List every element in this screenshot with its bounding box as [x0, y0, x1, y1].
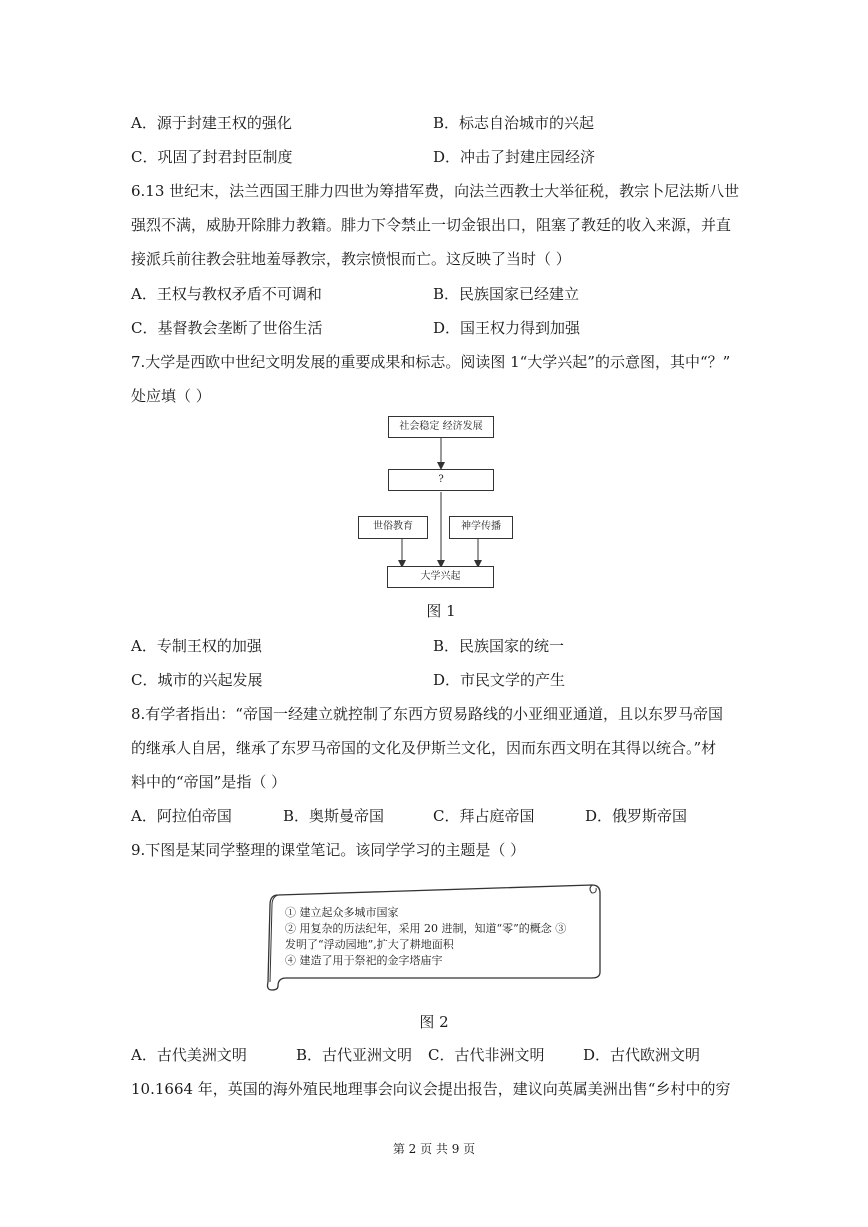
q9-option-c: C．古代非洲文明	[428, 1046, 545, 1064]
q6-option-a: A．王权与教权矛盾不可调和	[131, 285, 322, 303]
q9-option-d: D．古代欧洲文明	[583, 1046, 701, 1064]
scroll-note-4: ④ 建造了用于祭祀的金字塔庙宇	[285, 954, 443, 967]
q5-option-b: B．标志自治城市的兴起	[433, 114, 595, 132]
q7-option-a: A．专制王权的加强	[131, 637, 262, 655]
flow-box-bottom: 大学兴起	[387, 566, 494, 588]
q8-option-d: D．俄罗斯帝国	[585, 807, 688, 825]
q8-stem-line-1: 8.有学者指出：“帝国一经建立就控制了东西方贸易路线的小亚细亚通道，且以东罗马帝国	[131, 705, 723, 723]
q7-option-b: B．民族国家的统一	[433, 637, 565, 655]
q5-option-d: D．冲击了封建庄园经济	[433, 148, 596, 166]
q8-option-b: B．奥斯曼帝国	[283, 807, 385, 825]
q9-option-b: B．古代亚洲文明	[296, 1046, 413, 1064]
flow-box-right: 神学传播	[449, 516, 513, 539]
flow-box-middle: ?	[388, 469, 494, 491]
q7-option-c: C．城市的兴起发展	[131, 671, 263, 689]
q8-option-c: C．拜占庭帝国	[433, 807, 535, 825]
q7-option-d: D．市民文学的产生	[433, 671, 566, 689]
q6-option-d: D．国王权力得到加强	[433, 319, 581, 337]
figure-2-caption: 图 2	[419, 1013, 449, 1031]
q6-stem-line-2: 强烈不满，威胁开除腓力教籍。腓力下令禁止一切金银出口，阻塞了教廷的收入来源，并直	[131, 216, 732, 234]
page-footer: 第 2 页 共 9 页	[392, 1142, 476, 1156]
q10-stem: 10.1664 年，英国的海外殖民地理事会向议会提出报告，建议向英属美洲出售“乡村中的穷	[131, 1080, 731, 1098]
q7-stem-line-2: 处应填（ ）	[131, 387, 211, 405]
q9-option-a: A．古代美洲文明	[131, 1046, 247, 1064]
flow-box-left: 世俗教育	[358, 516, 428, 539]
q6-option-c: C．基督教会垄断了世俗生活	[131, 319, 323, 337]
q8-stem-line-3: 料中的“帝国”是指（ ）	[131, 773, 287, 791]
q6-option-b: B．民族国家已经建立	[433, 285, 580, 303]
q6-stem-line-1: 6.13 世纪末，法兰西国王腓力四世为筹措军费，向法兰西教士大举征税，教宗卜尼法斯八世	[131, 182, 740, 200]
q5-option-a: A．源于封建王权的强化	[131, 114, 292, 132]
q8-option-a: A．阿拉伯帝国	[131, 807, 232, 825]
scroll-note-3: 发明了“浮动园地”,扩大了耕地面积	[285, 938, 454, 951]
q8-stem-line-2: 的继承人自居，继承了东罗马帝国的文化及伊斯兰文化，因而东西文明在其得以统合。”材	[131, 739, 717, 757]
flow-box-top: 社会稳定 经济发展	[388, 416, 494, 438]
figure-1-caption: 图 1	[426, 602, 456, 620]
q5-option-c: C．巩固了封君封臣制度	[131, 148, 293, 166]
q7-stem-line-1: 7.大学是西欧中世纪文明发展的重要成果和标志。阅读图 1“大学兴起”的示意图，其中“？”	[131, 353, 731, 371]
q6-stem-line-3: 接派兵前往教会驻地羞辱教宗，教宗愤恨而亡。这反映了当时（ ）	[131, 250, 571, 268]
q9-stem: 9.下图是某同学整理的课堂笔记。该同学学习的主题是（ ）	[131, 841, 526, 859]
scroll-note-1: ① 建立起众多城市国家	[285, 906, 399, 919]
scroll-note-2: ② 用复杂的历法纪年，采用 20 进制，知道“零”的概念 ③	[285, 922, 567, 935]
